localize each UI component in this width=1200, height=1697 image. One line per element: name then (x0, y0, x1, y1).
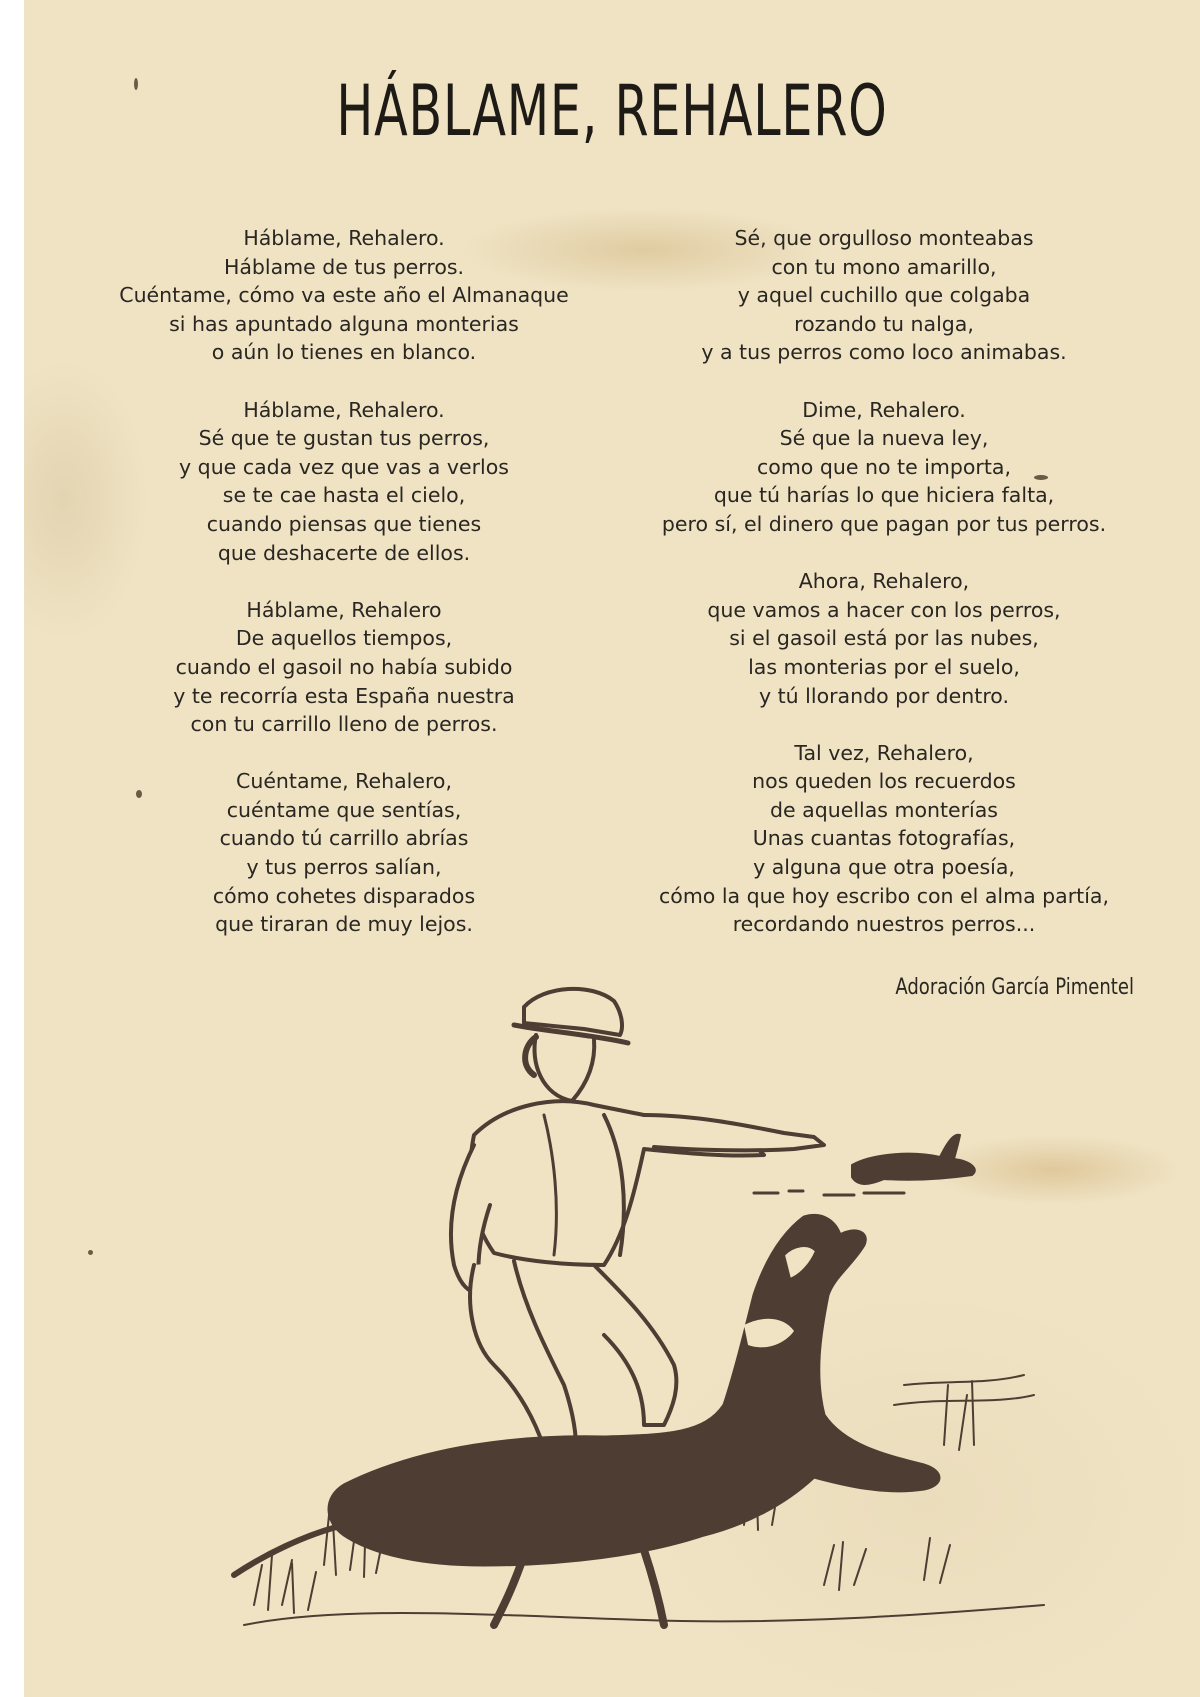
verse-line: cuando tú carrillo abrías (219, 826, 469, 851)
stanza (634, 396, 1134, 539)
verse-line: que tú harías lo que hiciera falta, (713, 483, 1055, 508)
verse-line: Ahora, Rehalero, (798, 569, 970, 594)
verse-line: Cuéntame, Rehalero, (236, 769, 452, 794)
verse-line: cuéntame que sentías, (226, 797, 462, 822)
stanza (104, 767, 584, 939)
paper-speck (1034, 475, 1048, 480)
verse-line: cómo cohetes disparados (212, 883, 476, 908)
verse-line: y alguna que otra poesía, (753, 855, 1015, 880)
verse-line: que deshacerte de ellos. (217, 540, 471, 565)
stanza (104, 596, 584, 739)
verse-line: como que no te importa, (757, 454, 1011, 479)
author-signature: Adoración García Pimentel (895, 975, 1134, 1000)
verse-line: Háblame, Rehalero. (243, 397, 445, 422)
verse-line: nos queden los recuerdos (752, 769, 1016, 794)
verse-line: y a tus perros como loco animabas. (701, 340, 1067, 365)
verse-line: con tu mono amarillo, (771, 254, 997, 279)
verse-line: recordando nuestros perros... (732, 912, 1036, 937)
stanza (634, 567, 1134, 710)
verse-line: con tu carrillo lleno de perros. (190, 712, 498, 737)
verse-line: Háblame, Rehalero. (243, 226, 445, 250)
verse-line: Sé, que orgulloso monteabas (734, 226, 1034, 250)
verse-line: si el gasoil está por las nubes, (729, 626, 1039, 651)
verse-line: se te cae hasta el cielo, (222, 483, 466, 508)
verse-line: de aquellas monterías (770, 797, 998, 822)
verse-line: si has apuntado alguna monterias (169, 311, 519, 336)
verse-line: que vamos a hacer con los perros, (707, 597, 1061, 622)
verse-line: cómo la que hoy escribo con el alma partía, (659, 883, 1109, 908)
verse-line: Dime, Rehalero. (802, 397, 966, 422)
stanza (104, 224, 584, 367)
verse-line: Tal vez, Rehalero, (794, 740, 974, 765)
verse-line: y te recorría esta España nuestra (173, 683, 515, 708)
right-column (634, 224, 1134, 967)
verse-line: y tus perros salían, (246, 855, 442, 880)
poem-title: HÁBLAME, REHALERO (336, 70, 888, 152)
paper-speck (134, 78, 138, 90)
stanza (634, 224, 1134, 367)
verse-line: rozando tu nalga, (794, 311, 974, 336)
paper-speck (136, 790, 142, 798)
verse-line: y tú llorando por dentro. (758, 683, 1009, 708)
verse-line: que tiraran de muy lejos. (215, 912, 473, 937)
verse-line: pero sí, el dinero que pagan por tus perros. (661, 511, 1107, 536)
verse-line: Unas cuantas fotografías, (752, 826, 1016, 851)
verse-line: Háblame, Rehalero (246, 597, 442, 622)
verse-line: o aún lo tienes en blanco. (211, 340, 477, 365)
stanza (634, 739, 1134, 939)
verse-line: y aquel cuchillo que colgaba (737, 283, 1031, 308)
paper-speck (88, 1250, 93, 1255)
hunter-dog-hare-engraving-icon (224, 965, 1084, 1665)
poem-page (24, 0, 1200, 1697)
verse-line: Háblame de tus perros. (223, 254, 465, 279)
verse-line: cuando el gasoil no había subido (175, 654, 513, 679)
verse-line: cuando piensas que tienes (206, 511, 482, 536)
verse-line: De aquellos tiempos, (235, 626, 453, 651)
stanza (104, 396, 584, 568)
verse-line: y que cada vez que vas a verlos (179, 454, 509, 479)
verse-line: Sé que la nueva ley, (779, 426, 989, 451)
verse-line: Cuéntame, cómo va este año el Almanaque (119, 283, 569, 308)
verse-line: las monterias por el suelo, (748, 654, 1020, 679)
verse-line: Sé que te gustan tus perros, (198, 426, 490, 451)
left-column (104, 224, 584, 967)
